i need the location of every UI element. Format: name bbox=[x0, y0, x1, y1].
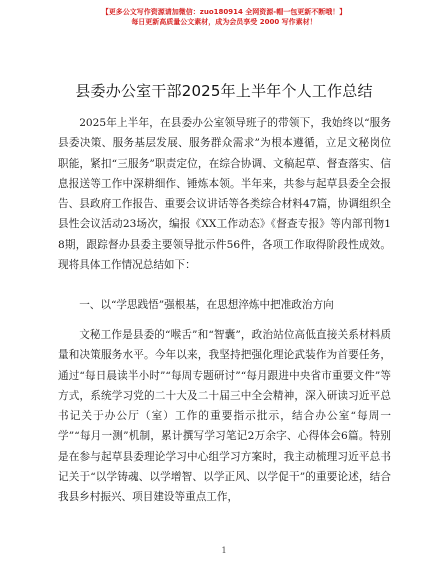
body-paragraph-2-block bbox=[58, 325, 391, 508]
body-paragraph-2: 文秘工作是县委的“喉舌”和“智囊”，政治站位高低直接关系材料质量和决策服务水平。今年以来，我坚持把强化理论武装作为首要任务，通过“每日晨读半小时”“每周专题研讨”“每月跟进中央省市重要文件”等方式，系统学习党的二十大及二十届三中全会精神，深入研读习近平总书记关于办公厅（室）工作的重要指示批示，结合办公室“每周一学”“每月一测”机制，累计撰写学习笔记2万余字、心得体会6篇。特别是在参与起草县委理论学习中心组学习方案时，我主动梳理习近平总书记关于“以学铸魂、以学增智、以学正风、以学促干”的重要论述，结合我县乡村振兴、项目建设等重点工作， bbox=[58, 329, 391, 504]
section-1-heading: 一、以“学思践悟”强根基，在思想淬炼中把准政治方向 bbox=[79, 299, 334, 311]
body-paragraph-1: 2025年上半年，在县委办公室领导班子的带领下，我始终以“服务县委决策、服务基层发展、服务群众需求”为根本遵循，立足文秘岗位职能，紧扣“三服务”职责定位，在综合协调、文稿起草、督查落实、信息报送等工作中深耕细作、锤炼本领。半年来，共参与起草县委全会报告、县政府工作报告、重要会议讲话等各类综合材料47篇，协调组织全县性会议活动23场次，编报《XX工作动态》《督查专报》等内部刊物18期，跟踪督办县委主要领导批示件56件，各项工作取得阶段性成效。现将具体工作情况总结如下： bbox=[58, 117, 391, 272]
promo-banner bbox=[0, 7, 448, 27]
body-paragraph-1-block bbox=[58, 113, 391, 275]
promo-banner-line1: 【更多公文写作资源请加微信：zuo180914 全网资源-帽一包更新不断哦！】 bbox=[101, 8, 347, 16]
document-title: 县委办公室干部2025年上半年个人工作总结 bbox=[75, 82, 373, 100]
page-number: 1 bbox=[221, 546, 227, 555]
promo-banner-line2: 每日更新高质量公文素材，成为会员享受 2000 写作素材！ bbox=[131, 18, 317, 26]
